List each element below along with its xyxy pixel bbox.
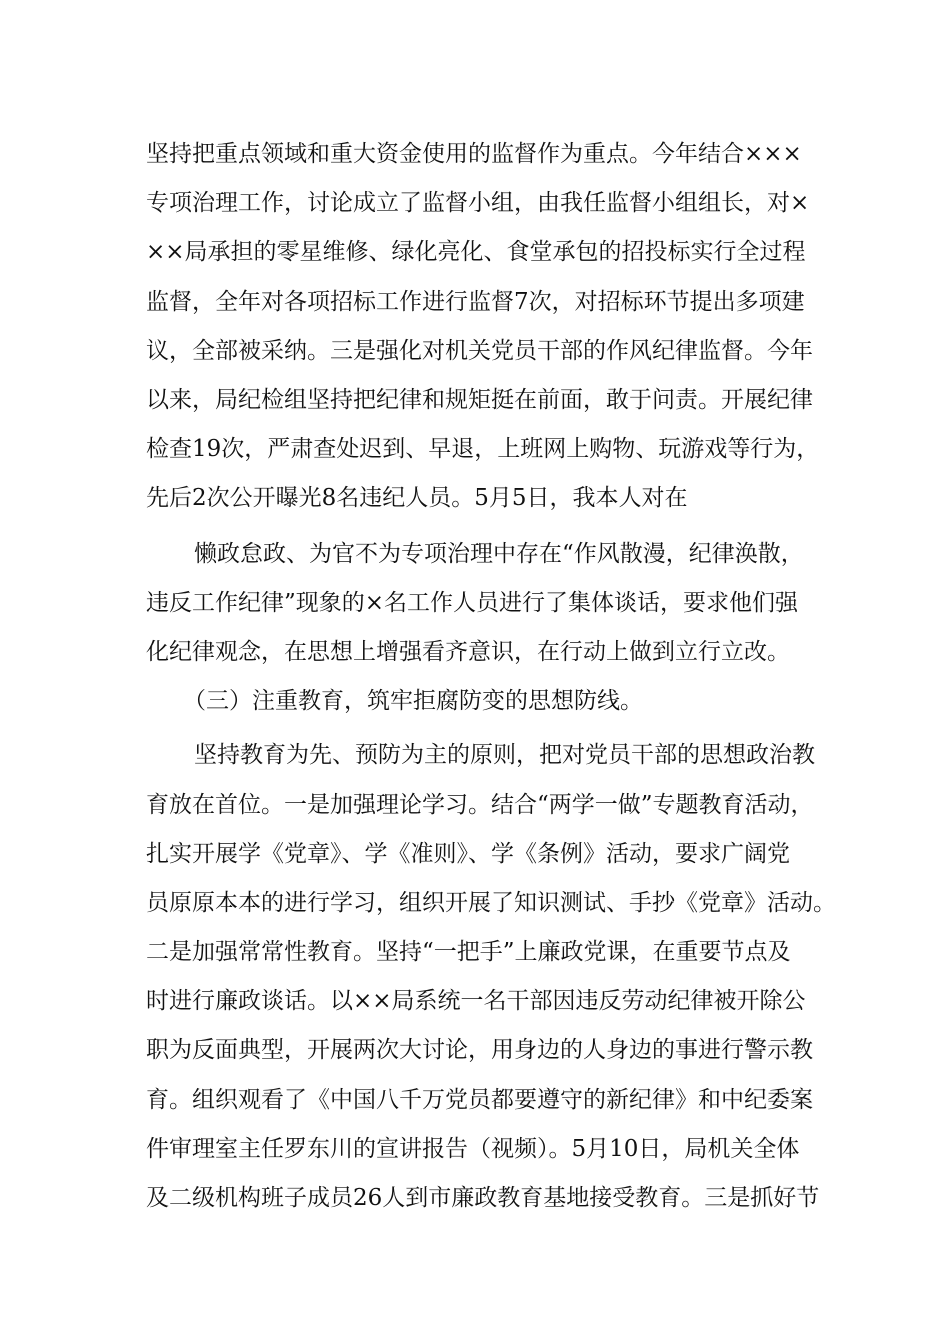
text-line: 检查19次，严肃查处迟到、早退，上班网上购物、玩游戏等行为， bbox=[146, 436, 820, 462]
text-line: 育。组织观看了《中国八千万党员都要遵守的新纪律》和中纪委案 bbox=[146, 1087, 813, 1113]
text-line: 员原原本本的进行学习，组织开展了知识测试、手抄《党章》活动。 bbox=[146, 890, 836, 916]
text-line: 以来，局纪检组坚持把纪律和规矩挺在前面，敢于问责。开展纪律 bbox=[146, 387, 813, 413]
section-heading: （三）注重教育，筑牢拒腐防变的思想防线。 bbox=[183, 688, 643, 714]
text-line: 懒政怠政、为官不为专项治理中存在“作风散漫，纪律涣散， bbox=[194, 541, 804, 567]
text-line: 二是加强常常性教育。坚持“一把手”上廉政党课，在重要节点及 bbox=[146, 939, 791, 965]
text-line: 先后2次公开曝光8名违纪人员。5月5日，我本人对在 bbox=[146, 485, 688, 511]
text-line: 化纪律观念，在思想上增强看齐意识，在行动上做到立行立改。 bbox=[146, 639, 790, 665]
text-line: 及二级机构班子成员26人到市廉政教育基地接受教育。三是抓好节 bbox=[146, 1185, 820, 1211]
text-line: 职为反面典型，开展两次大讨论，用身边的人身边的事进行警示教 bbox=[146, 1037, 813, 1063]
text-line: 扎实开展学《党章》、学《准则》、学《条例》活动，要求广阔党 bbox=[146, 841, 790, 867]
text-line: 育放在首位。一是加强理论学习。结合“两学一做”专题教育活动， bbox=[146, 792, 814, 818]
text-line: 监督，全年对各项招标工作进行监督7次，对招标环节提出多项建 bbox=[146, 289, 805, 315]
text-line: 专项治理工作，讨论成立了监督小组，由我任监督小组组长，对× bbox=[146, 190, 810, 216]
text-line: 坚持把重点领域和重大资金使用的监督作为重点。今年结合××× bbox=[146, 141, 802, 167]
text-line: 议，全部被采纳。三是强化对机关党员干部的作风纪律监督。今年 bbox=[146, 338, 813, 364]
text-line: ××局承担的零星维修、绿化亮化、食堂承包的招投标实行全过程 bbox=[146, 239, 806, 265]
text-line: 违反工作纪律”现象的×名工作人员进行了集体谈话，要求他们强 bbox=[146, 590, 799, 616]
text-line: 时进行廉政谈话。以××局系统一名干部因违反劳动纪律被开除公 bbox=[146, 988, 806, 1014]
text-line: 件审理室主任罗东川的宣讲报告（视频）。5月10日，局机关全体 bbox=[146, 1136, 800, 1162]
text-line: 坚持教育为先、预防为主的原则，把对党员干部的思想政治教 bbox=[194, 742, 815, 768]
